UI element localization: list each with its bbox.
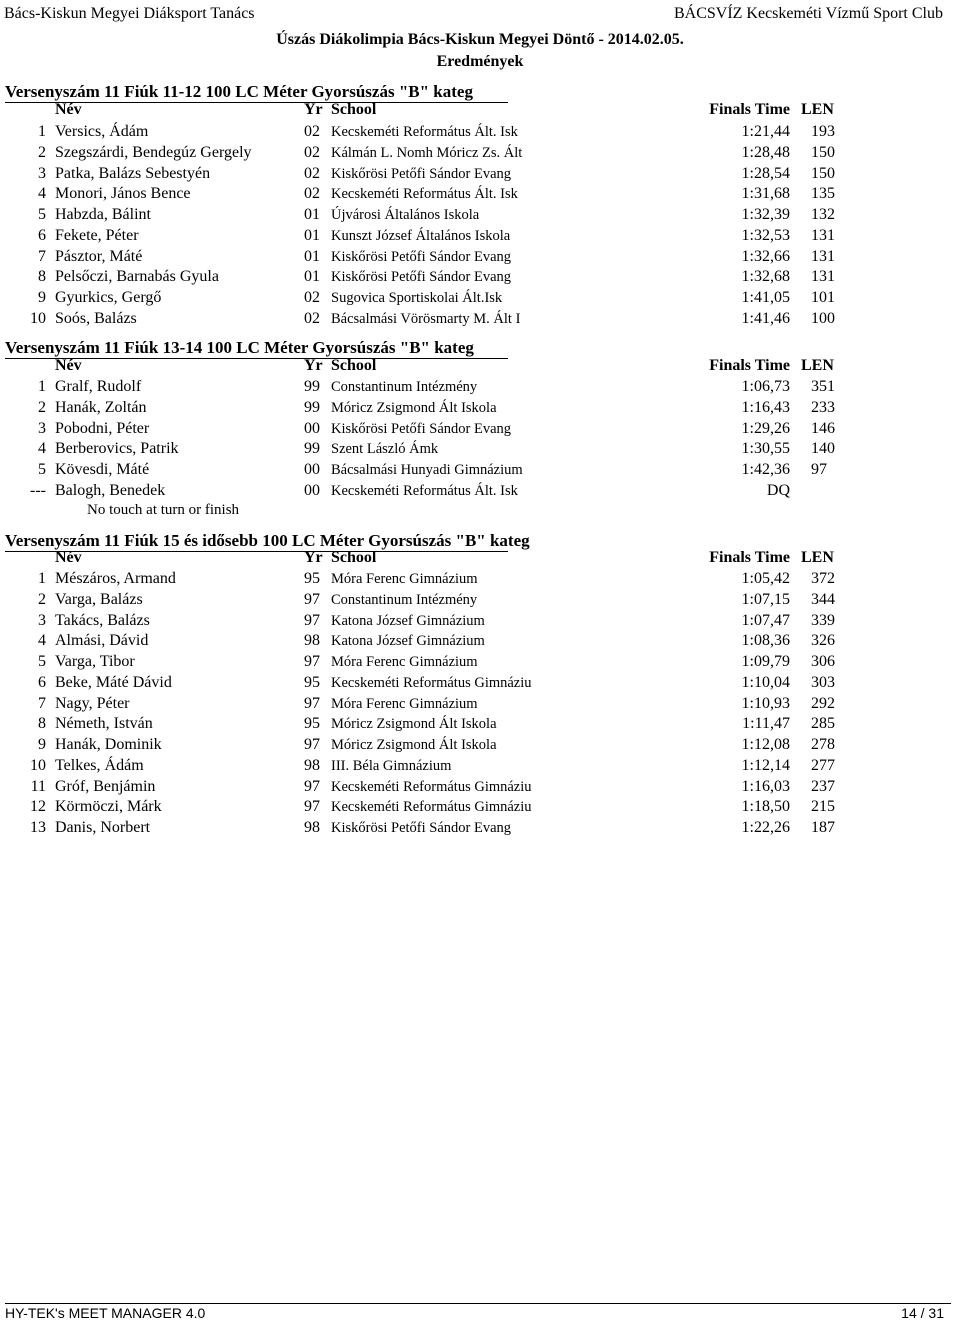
len-points-cell: 131	[811, 268, 835, 286]
len-points-cell: 131	[811, 226, 835, 244]
event-title: Versenyszám 11 Fiúk 13-14 100 LC Méter Gyorsúszás "B" kateg	[5, 338, 474, 357]
birth-year-cell: 95	[304, 715, 320, 733]
school-cell: Sugovica Sportiskolai Ált.Isk	[331, 290, 503, 306]
school-cell: Újvárosi Általános Iskola	[331, 207, 480, 223]
footer-divider	[5, 1303, 951, 1304]
finals-time-cell: 1:22,26	[741, 819, 790, 836]
swimmer-name-cell: Kövesdi, Máté	[55, 461, 150, 478]
birth-year-cell: 00	[304, 481, 320, 499]
swimmer-name-cell: Pásztor, Máté	[55, 247, 143, 265]
table-row	[0, 570, 960, 590]
place-cell: 1	[38, 123, 46, 140]
place-cell: 3	[38, 419, 46, 437]
birth-year-cell: 97	[304, 590, 320, 608]
finals-time-cell: 1:12,14	[741, 756, 790, 774]
school-cell: Kecskeméti Református Gimnáziu	[331, 674, 532, 691]
table-row	[0, 248, 960, 268]
table-row	[0, 144, 960, 164]
table-row	[0, 399, 960, 419]
table-row	[0, 674, 960, 694]
len-points-cell: 292	[811, 694, 835, 712]
column-header-len: LEN	[801, 549, 834, 566]
place-cell: 8	[38, 268, 46, 286]
table-row	[0, 165, 960, 185]
swimmer-name-cell: Hanák, Zoltán	[55, 398, 147, 416]
place-cell: 5	[38, 461, 46, 478]
birth-year-cell: 97	[304, 694, 320, 712]
table-row	[0, 123, 960, 143]
place-cell: 12	[30, 798, 46, 816]
finals-time-cell: 1:28,48	[741, 143, 790, 161]
birth-year-cell: 01	[304, 226, 320, 244]
len-points-cell: 344	[811, 590, 835, 608]
birth-year-cell: 99	[304, 440, 320, 458]
len-points-cell: 303	[811, 673, 835, 691]
finals-time-cell: 1:21,44	[741, 123, 790, 140]
school-cell: Móra Ferenc Gimnázium	[331, 571, 478, 587]
table-row	[0, 778, 960, 798]
finals-time-cell: 1:41,05	[741, 289, 790, 306]
birth-year-cell: 95	[304, 570, 320, 587]
birth-year-cell: 97	[304, 736, 320, 753]
swimmer-name-cell: Habzda, Bálint	[55, 206, 151, 223]
school-cell: Kecskeméti Református Ált. Isk	[331, 186, 518, 203]
place-cell: 7	[38, 247, 46, 265]
place-cell: 10	[30, 309, 46, 327]
swimmer-name-cell: Danis, Norbert	[55, 819, 151, 836]
finals-time-cell: 1:32,53	[741, 226, 790, 244]
birth-year-cell: 00	[304, 461, 320, 478]
place-cell: 2	[38, 398, 46, 416]
school-cell: Szent László Ámk	[331, 441, 439, 458]
column-header-len: LEN	[801, 357, 834, 374]
birth-year-cell: 02	[304, 123, 320, 140]
swimmer-name-cell: Pelsőczi, Barnabás Gyula	[55, 268, 219, 286]
place-cell: 6	[38, 226, 46, 244]
page-title: Úszás Diákolimpia Bács-Kiskun Megyei Döntő - 2014.02.05.	[276, 31, 684, 48]
swimmer-name-cell: Berberovics, Patrik	[55, 440, 179, 458]
footer-software: HY-TEK's MEET MANAGER 4.0	[5, 1305, 206, 1321]
school-cell: Kecskeméti Református Gimnáziu	[331, 778, 532, 795]
place-cell: 4	[38, 185, 46, 203]
finals-time-cell: 1:41,46	[741, 309, 790, 327]
column-header-row	[0, 357, 960, 377]
swimmer-name-cell: Fekete, Péter	[55, 226, 139, 244]
swimmer-name-cell: Mészáros, Armand	[55, 570, 176, 587]
len-points-cell: 150	[811, 164, 835, 182]
birth-year-cell: 01	[304, 206, 320, 223]
birth-year-cell: 97	[304, 798, 320, 816]
school-cell: Móricz Zsigmond Ált Iskola	[331, 399, 497, 416]
birth-year-cell: 98	[304, 819, 320, 836]
swimmer-name-cell: Patka, Balázs Sebestyén	[55, 164, 211, 182]
finals-time-cell: DQ	[766, 481, 790, 499]
column-header-name: Név	[55, 357, 82, 374]
column-header-school: School	[331, 357, 377, 374]
swimmer-name-cell: Németh, István	[55, 715, 153, 733]
len-points-cell: 285	[811, 715, 835, 733]
swimmer-name-cell: Gyurkics, Gergő	[55, 289, 162, 306]
school-cell: Kecskeméti Református Gimnáziu	[331, 799, 532, 816]
place-cell: 5	[38, 653, 46, 670]
len-points-cell: 278	[811, 736, 835, 753]
finals-time-cell: 1:05,42	[741, 570, 790, 587]
disqualification-note	[0, 502, 960, 522]
place-cell: 4	[38, 440, 46, 458]
finals-time-cell: 1:07,15	[741, 590, 790, 608]
table-row	[0, 612, 960, 632]
school-cell: Kálmán L. Nomh Móricz Zs. Ált	[331, 144, 523, 161]
swimmer-name-cell: Körmöczi, Márk	[55, 798, 162, 816]
table-row	[0, 420, 960, 440]
school-cell: Katona József Gimnázium	[331, 633, 485, 650]
place-cell: ---	[30, 481, 46, 499]
birth-year-cell: 98	[304, 632, 320, 650]
column-header-len: LEN	[801, 101, 834, 118]
place-cell: 3	[38, 611, 46, 629]
column-header-yr: Yr	[304, 549, 323, 566]
finals-time-cell: 1:31,68	[741, 185, 790, 203]
finals-time-cell: 1:08,36	[741, 632, 790, 650]
school-cell: Kecskeméti Református Ált. Isk	[331, 482, 518, 499]
birth-year-cell: 00	[304, 419, 320, 437]
len-points-cell: 150	[811, 143, 835, 161]
birth-year-cell: 97	[304, 777, 320, 795]
birth-year-cell: 02	[304, 309, 320, 327]
table-row	[0, 206, 960, 226]
swimmer-name-cell: Telkes, Ádám	[55, 756, 144, 774]
place-cell: 9	[38, 736, 46, 753]
place-cell: 1	[38, 570, 46, 587]
header-club: BÁCSVÍZ Kecskeméti Vízmű Sport Club	[673, 5, 943, 22]
place-cell: 4	[38, 632, 46, 650]
school-cell: Katona József Gimnázium	[331, 612, 485, 629]
len-points-cell: 193	[811, 123, 835, 140]
finals-time-cell: 1:16,43	[741, 398, 790, 416]
place-cell: 8	[38, 715, 46, 733]
finals-time-cell: 1:28,54	[741, 164, 790, 182]
swimmer-name-cell: Soós, Balázs	[55, 309, 137, 327]
birth-year-cell: 02	[304, 143, 320, 161]
swimmer-name-cell: Takács, Balázs	[55, 611, 150, 629]
birth-year-cell: 02	[304, 185, 320, 203]
len-points-cell: 187	[811, 819, 835, 836]
len-points-cell: 237	[811, 777, 835, 795]
table-row	[0, 310, 960, 330]
len-points-cell: 140	[811, 440, 835, 458]
place-cell: 7	[38, 694, 46, 712]
column-header-name: Név	[55, 101, 82, 118]
finals-time-cell: 1:32,39	[741, 206, 790, 223]
swimmer-name-cell: Gróf, Benjámin	[55, 777, 156, 795]
column-header-time: Finals Time	[709, 357, 790, 374]
birth-year-cell: 01	[304, 268, 320, 286]
len-points-cell: 100	[811, 309, 835, 327]
place-cell: 6	[38, 673, 46, 691]
table-row	[0, 227, 960, 247]
len-points-cell: 233	[811, 398, 835, 416]
len-points-cell: 135	[811, 185, 835, 203]
swimmer-name-cell: Hanák, Dominik	[55, 736, 162, 753]
column-header-row	[0, 549, 960, 569]
column-header-row	[0, 101, 960, 121]
school-cell: Kunszt József Általános Iskola	[331, 227, 511, 244]
table-row	[0, 482, 960, 502]
school-cell: Móra Ferenc Gimnázium	[331, 654, 478, 670]
len-points-cell: 101	[811, 289, 835, 306]
finals-time-cell: 1:29,26	[741, 419, 790, 437]
len-points-cell: 215	[811, 798, 835, 816]
table-row	[0, 819, 960, 839]
birth-year-cell: 97	[304, 611, 320, 629]
swimmer-name-cell: Beke, Máté Dávid	[55, 673, 172, 691]
birth-year-cell: 95	[304, 673, 320, 691]
swimmer-name-cell: Almási, Dávid	[55, 632, 149, 650]
school-cell: Kiskőrösi Petőfi Sándor Evang	[331, 248, 512, 265]
column-header-yr: Yr	[304, 101, 323, 118]
place-cell: 13	[30, 819, 46, 836]
place-cell: 1	[38, 378, 46, 395]
finals-time-cell: 1:10,93	[741, 694, 790, 712]
table-row	[0, 591, 960, 611]
table-row	[0, 289, 960, 309]
school-cell: Móricz Zsigmond Ált Iskola	[331, 716, 497, 733]
event-title: Versenyszám 11 Fiúk 15 és idősebb 100 LC Méter Gyorsúszás "B" kateg	[5, 531, 530, 550]
school-cell: Bácsalmási Hunyadi Gimnázium	[331, 462, 523, 478]
finals-time-cell: 1:07,47	[741, 611, 790, 629]
len-points-cell: 277	[811, 756, 835, 774]
len-points-cell: 146	[811, 419, 835, 437]
school-cell: Móra Ferenc Gimnázium	[331, 695, 478, 712]
table-row	[0, 632, 960, 652]
finals-time-cell: 1:10,04	[741, 673, 790, 691]
finals-time-cell: 1:06,73	[741, 378, 790, 395]
finals-time-cell: 1:12,08	[741, 736, 790, 753]
column-header-yr: Yr	[304, 357, 323, 374]
birth-year-cell: 97	[304, 653, 320, 670]
table-row	[0, 653, 960, 673]
school-cell: Constantinum Intézmény	[331, 379, 478, 395]
finals-time-cell: 1:32,66	[741, 247, 790, 265]
column-header-name: Név	[55, 549, 82, 566]
birth-year-cell: 02	[304, 289, 320, 306]
page-subtitle: Eredmények	[436, 53, 524, 70]
swimmer-name-cell: Nagy, Péter	[55, 694, 130, 712]
header-organizer: Bács-Kiskun Megyei Diáksport Tanács	[4, 5, 255, 22]
finals-time-cell: 1:09,79	[741, 653, 790, 670]
table-row	[0, 461, 960, 481]
table-row	[0, 378, 960, 398]
swimmer-name-cell: Varga, Balázs	[55, 590, 143, 608]
event-title: Versenyszám 11 Fiúk 11-12 100 LC Méter Gyorsúszás "B" kateg	[5, 82, 473, 101]
place-cell: 11	[30, 777, 46, 795]
swimmer-name-cell: Szegszárdi, Bendegúz Gergely	[55, 143, 252, 161]
table-row	[0, 268, 960, 288]
len-points-cell: 97	[811, 461, 827, 478]
len-points-cell: 326	[811, 632, 835, 650]
len-points-cell: 351	[811, 378, 835, 395]
finals-time-cell: 1:11,47	[742, 715, 790, 733]
place-cell: 10	[30, 756, 46, 774]
school-cell: Kiskőrösi Petőfi Sándor Evang	[331, 420, 512, 437]
school-cell: Constantinum Intézmény	[331, 591, 478, 608]
school-cell: Bácsalmási Vörösmarty M. Ált I	[331, 310, 521, 327]
len-points-cell: 132	[811, 206, 835, 223]
column-header-time: Finals Time	[709, 549, 790, 566]
footer-page-number: 14 / 31	[901, 1305, 944, 1321]
table-row	[0, 185, 960, 205]
birth-year-cell: 01	[304, 247, 320, 265]
birth-year-cell: 98	[304, 756, 320, 774]
len-points-cell: 339	[811, 611, 835, 629]
disqualification-reason: No touch at turn or finish	[87, 502, 240, 518]
swimmer-name-cell: Balogh, Benedek	[55, 481, 166, 499]
place-cell: 9	[38, 289, 46, 306]
finals-time-cell: 1:18,50	[741, 798, 790, 816]
finals-time-cell: 1:42,36	[741, 461, 790, 478]
table-row	[0, 715, 960, 735]
school-cell: III. Béla Gimnázium	[331, 757, 452, 774]
place-cell: 3	[38, 164, 46, 182]
place-cell: 5	[38, 206, 46, 223]
school-cell: Kecskeméti Református Ált. Isk	[331, 124, 518, 140]
finals-time-cell: 1:16,03	[741, 777, 790, 795]
birth-year-cell: 02	[304, 164, 320, 182]
finals-time-cell: 1:30,55	[741, 440, 790, 458]
len-points-cell: 306	[811, 653, 835, 670]
column-header-time: Finals Time	[709, 101, 790, 118]
swimmer-name-cell: Varga, Tibor	[55, 653, 135, 670]
table-row	[0, 798, 960, 818]
birth-year-cell: 99	[304, 378, 320, 395]
table-row	[0, 736, 960, 756]
school-cell: Kiskőrösi Petőfi Sándor Evang	[331, 165, 512, 182]
table-row	[0, 440, 960, 460]
school-cell: Móricz Zsigmond Ált Iskola	[331, 737, 497, 753]
table-row	[0, 757, 960, 777]
table-row	[0, 695, 960, 715]
swimmer-name-cell: Gralf, Rudolf	[55, 378, 142, 395]
len-points-cell: 372	[811, 570, 835, 587]
swimmer-name-cell: Monori, János Bence	[55, 185, 191, 203]
place-cell: 2	[38, 143, 46, 161]
school-cell: Kiskőrösi Petőfi Sándor Evang	[331, 269, 512, 286]
swimmer-name-cell: Versics, Ádám	[55, 123, 149, 140]
school-cell: Kiskőrösi Petőfi Sándor Evang	[331, 820, 512, 836]
len-points-cell: 131	[811, 247, 835, 265]
place-cell: 2	[38, 590, 46, 608]
swimmer-name-cell: Pobodni, Péter	[55, 419, 150, 437]
finals-time-cell: 1:32,68	[741, 268, 790, 286]
column-header-school: School	[331, 549, 377, 566]
birth-year-cell: 99	[304, 398, 320, 416]
column-header-school: School	[331, 101, 377, 118]
